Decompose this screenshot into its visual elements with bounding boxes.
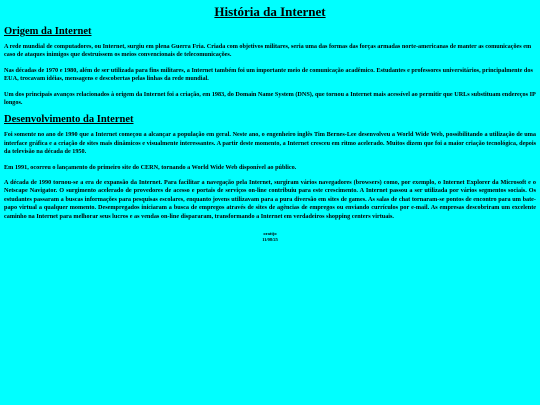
paragraph: Nas décadas de 1970 e 1980, além de ser utilizada para fins militares, a Internet também foi um importante meio de comunicação acadêmico. Estudantes e professores universitários, principalmente dos EUA, trocavam idéias, mensagens e descobertas pelas linhas da rede mundial. (4, 66, 533, 83)
paragraph: Foi somente no ano de 1990 que a Internet começou a alcançar a população em geral. Neste ano, o engenheiro inglês Tim Bernes-Lee desenvolveu a World Wide Web, possibilitando a utilização de uma interface gráfica e a criação de sites mais dinâmicos e visualmente interessantes. A partir deste momento, a Internet cresceu em ritmo acelerado. Muitos dizem que foi a maior criação tecnológica, depois da televisão na década de 1950. (4, 131, 536, 156)
footer-author: orattjo (263, 231, 277, 237)
paragraph: Um dos principais avanços relacionados à origem da Internet foi a criação, em 1983, do Domain Name System (DNS), que tornou a Internet mais acessível ao permitir que URLs substituam endereços IP longos. (4, 90, 536, 107)
footer-signature (4, 231, 536, 242)
paragraph: A década de 1990 tornou-se a era de expansão da Internet. Para facilitar a navegação pela Internet, surgiram vários navegadores (browsers) como, por exemplo, o Internet Explorer da Microsoft e o Netscape Navigator. O surgimento acelerado de provedores de acesso e portais de serviços on-line contribuiu para este crescimento. A Internet passou a ser utilizada por vários segmentos sociais. Os estudantes passaram a buscas informações para pesquisas escolares, enquanto jovens utilizavam para a pura diversão em sites de games. As salas de chat tornaram-se pontos de encontro para um bate-papo virtual a qualquer momento. Desempregados iniciaram a busca de empregos através de sites de agências de empregos ou enviando currículos por e-mail. As empresas descobriram um excelente caminho na Internet para melhorar seus lucros e as vendas on-line dispararam, transformando a Internet em verdadeiros shopping centers virtuais. (4, 179, 536, 220)
paragraph: Em 1991, ocorreu o lançamento do primeiro site do CERN, tornando a World Wide Web disponível ao público. (4, 163, 297, 171)
footer-date: 11/08/25 (262, 236, 278, 242)
section-heading-desenvolvimento: Desenvolvimento da Internet (4, 114, 134, 126)
paragraph: A rede mundial de computadores, ou Internet, surgiu em plena Guerra Fria. Criada com objetivos militares, seria uma das formas das forças armadas norte-americanas de manter as comunicações em caso de ataques inimigos que destruíssem os meios convencionais de telecomunicações. (4, 43, 532, 59)
page-title: História da Internet (214, 4, 326, 19)
section-heading-origem: Origem da Internet (4, 26, 92, 37)
